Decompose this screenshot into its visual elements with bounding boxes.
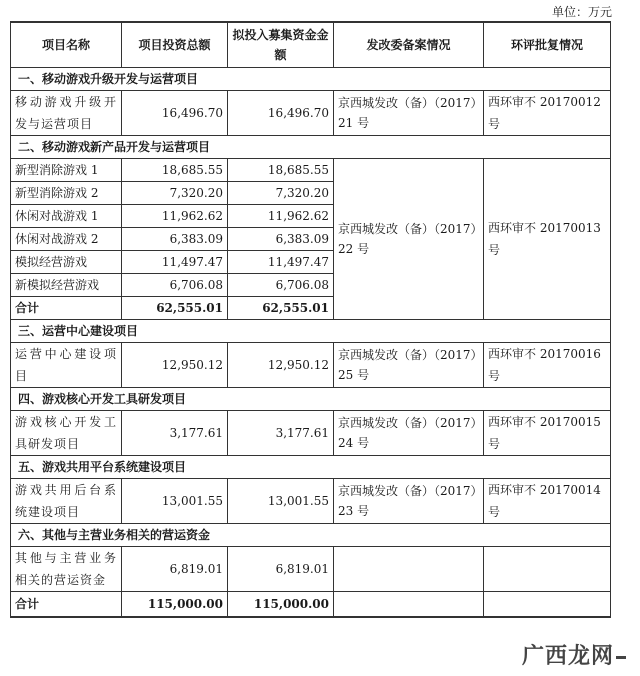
header-filing-status: 发改委备案情况 <box>334 22 484 68</box>
project-name: 模拟经营游戏 <box>11 251 122 274</box>
env-approval: 西环审不 20170012 号 <box>484 91 611 136</box>
filing-status-empty <box>334 547 484 592</box>
env-approval-empty <box>484 547 611 592</box>
project-name: 新模拟经营游戏 <box>11 274 122 297</box>
grand-total-label: 合计 <box>11 592 122 618</box>
section-title: 四、游戏核心开发工具研发项目 <box>11 388 611 411</box>
total-investment: 6,706.08 <box>122 274 228 297</box>
raised-funds: 13,001.55 <box>228 479 334 524</box>
section-title: 六、其他与主营业务相关的营运资金 <box>11 524 611 547</box>
section-row <box>11 136 611 159</box>
section-title: 五、游戏共用平台系统建设项目 <box>11 456 611 479</box>
raised-funds: 3,177.61 <box>228 411 334 456</box>
fundraising-projects-table <box>10 21 611 618</box>
grand-total-filing-empty <box>334 592 484 618</box>
table-row <box>11 547 611 592</box>
table-row <box>11 479 611 524</box>
filing-status: 京西城发改（备）（2017）21 号 <box>334 91 484 136</box>
total-investment: 7,320.20 <box>122 182 228 205</box>
subtotal-label: 合计 <box>11 297 122 320</box>
project-name: 其他与主营业务相关的营运资金 <box>11 547 122 592</box>
grand-total-row <box>11 592 611 618</box>
filing-status: 京西城发改（备）（2017）25 号 <box>334 343 484 388</box>
raised-funds: 12,950.12 <box>228 343 334 388</box>
project-name: 游戏核心开发工具研发项目 <box>11 411 122 456</box>
table-row <box>11 91 611 136</box>
header-project-name: 项目名称 <box>11 22 122 68</box>
subtotal-total-investment: 62,555.01 <box>122 297 228 320</box>
total-investment: 13,001.55 <box>122 479 228 524</box>
total-investment: 6,819.01 <box>122 547 228 592</box>
env-approval: 西环审不 20170013 号 <box>484 159 611 320</box>
project-name: 游戏共用后台系统建设项目 <box>11 479 122 524</box>
section-row <box>11 68 611 91</box>
project-name: 新型消除游戏 1 <box>11 159 122 182</box>
project-name: 休闲对战游戏 2 <box>11 228 122 251</box>
raised-funds: 11,497.47 <box>228 251 334 274</box>
section-title: 一、移动游戏升级开发与运营项目 <box>11 68 611 91</box>
raised-funds: 7,320.20 <box>228 182 334 205</box>
project-name: 运营中心建设项目 <box>11 343 122 388</box>
total-investment: 12,950.12 <box>122 343 228 388</box>
subtotal-raised-funds: 62,555.01 <box>228 297 334 320</box>
grand-total-investment: 115,000.00 <box>122 592 228 618</box>
raised-funds: 11,962.62 <box>228 205 334 228</box>
raised-funds: 16,496.70 <box>228 91 334 136</box>
grand-total-raised-funds: 115,000.00 <box>228 592 334 618</box>
watermark-logo <box>522 639 626 670</box>
section-row <box>11 388 611 411</box>
grand-total-env-empty <box>484 592 611 618</box>
filing-status: 京西城发改（备）（2017）24 号 <box>334 411 484 456</box>
table-row <box>11 159 611 182</box>
total-investment: 6,383.09 <box>122 228 228 251</box>
raised-funds: 18,685.55 <box>228 159 334 182</box>
table-header-row <box>11 22 611 68</box>
header-env-approval: 环评批复情况 <box>484 22 611 68</box>
total-investment: 18,685.55 <box>122 159 228 182</box>
env-approval: 西环审不 20170016 号 <box>484 343 611 388</box>
filing-status: 京西城发改（备）（2017）22 号 <box>334 159 484 320</box>
project-name: 休闲对战游戏 1 <box>11 205 122 228</box>
total-investment: 3,177.61 <box>122 411 228 456</box>
env-approval: 西环审不 20170014 号 <box>484 479 611 524</box>
total-investment: 11,962.62 <box>122 205 228 228</box>
watermark-dash <box>616 656 626 659</box>
section-title: 三、运营中心建设项目 <box>11 320 611 343</box>
section-row <box>11 524 611 547</box>
watermark-text: 广西龙网 <box>521 644 614 669</box>
project-name: 新型消除游戏 2 <box>11 182 122 205</box>
project-name: 移动游戏升级开发与运营项目 <box>11 91 122 136</box>
total-investment: 11,497.47 <box>122 251 228 274</box>
filing-status: 京西城发改（备）（2017）23 号 <box>334 479 484 524</box>
raised-funds: 6,706.08 <box>228 274 334 297</box>
total-investment: 16,496.70 <box>122 91 228 136</box>
header-total-investment: 项目投资总额 <box>122 22 228 68</box>
env-approval: 西环审不 20170015 号 <box>484 411 611 456</box>
section-row <box>11 320 611 343</box>
table-row <box>11 343 611 388</box>
header-raised-funds: 拟投入募集资金金额 <box>228 22 334 68</box>
raised-funds: 6,383.09 <box>228 228 334 251</box>
unit-label: 单位：万元 <box>551 5 612 19</box>
table-row <box>11 411 611 456</box>
section-title: 二、移动游戏新产品开发与运营项目 <box>11 136 611 159</box>
raised-funds: 6,819.01 <box>228 547 334 592</box>
section-row <box>11 456 611 479</box>
